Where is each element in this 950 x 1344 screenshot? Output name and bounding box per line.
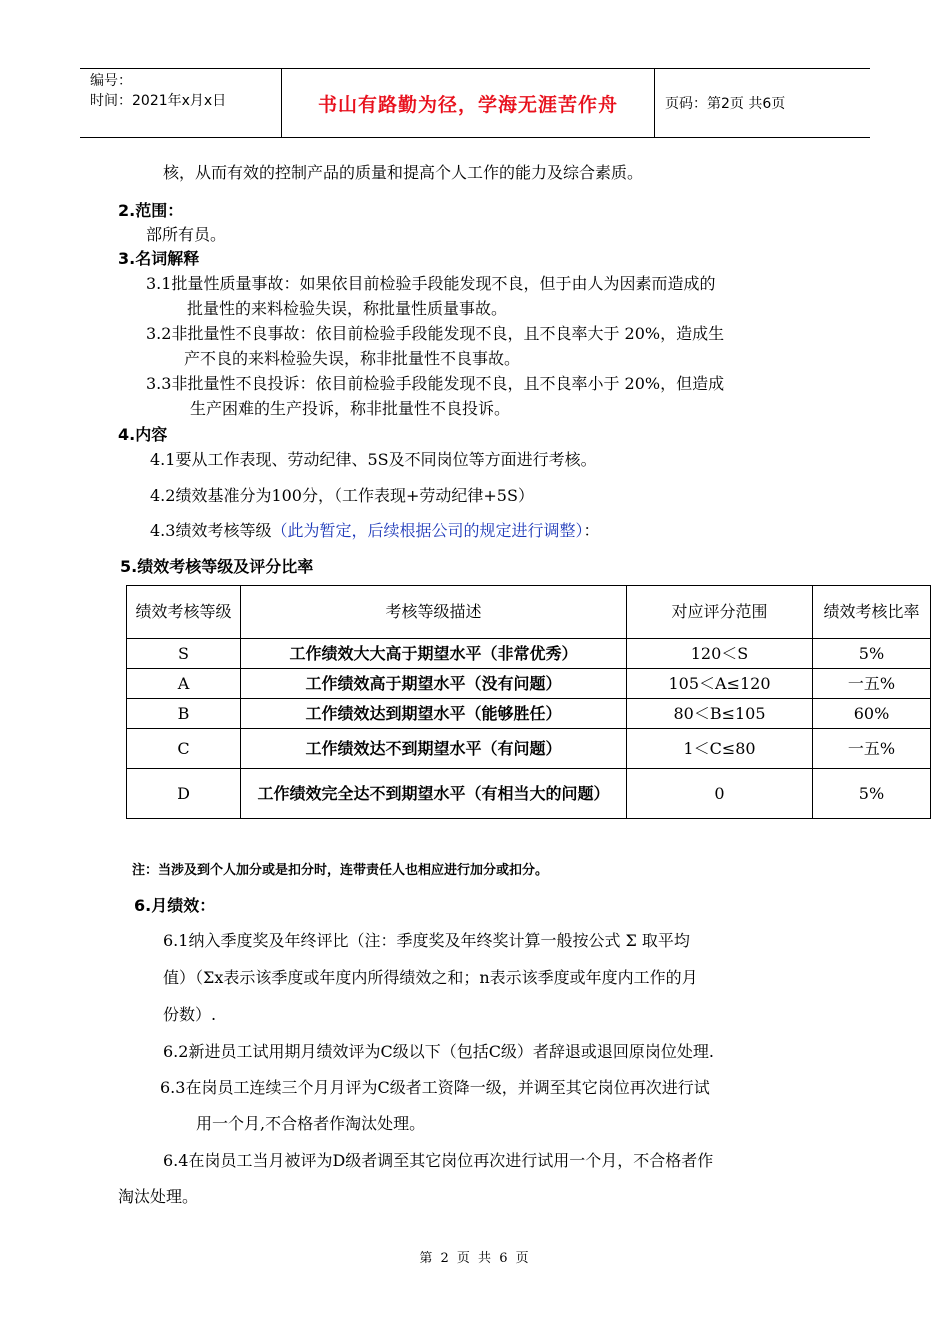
table-row	[127, 639, 931, 669]
header-page-number: 页码：第2页 共6页	[665, 96, 786, 112]
section-6-title: 6.月绩效：	[134, 896, 216, 915]
definition-3-1-line1: 3.1批量性质量事故：如果依目前检验手段能发现不良，但于由人为因素而造成的	[146, 274, 716, 293]
table-header-cell: 绩效考核比率	[813, 586, 931, 639]
monthly-6-1-line2: 值）（Σx表示该季度或年度内所得绩效之和；n表示该季度或年度内工作的月	[163, 968, 698, 987]
grade-cell: S	[127, 639, 241, 669]
range-cell: 80＜B≤105	[627, 699, 813, 729]
table-note: 注：当涉及到个人加分或是扣分时，连带责任人也相应进行加分或扣分。	[132, 863, 549, 878]
table-header-cell: 绩效考核等级	[127, 586, 241, 639]
content-4-3-note: （此为暂定，后续根据公司的规定进行调整）	[271, 521, 584, 540]
monthly-6-3-line1: 6.3在岗员工连续三个月月评为C级者工资降一级，并调至其它岗位再次进行试	[160, 1078, 710, 1097]
monthly-6-2: 6.2新进员工试用期月绩效评为C级以下（包括C级）者辞退或退回原岗位处理.	[163, 1042, 715, 1061]
monthly-6-4-line1: 6.4在岗员工当月被评为D级者调至其它岗位再次进行试用一个月，不合格者作	[163, 1151, 714, 1170]
definition-3-2-line2: 产不良的来料检验失误，称非批量性不良事故。	[184, 349, 521, 368]
range-cell: 105＜A≤120	[627, 669, 813, 699]
content-4-3-suffix: ：	[583, 521, 600, 540]
description-cell: 工作绩效达到期望水平（能够胜任）	[241, 699, 627, 729]
intro-line: 核，从而有效的控制产品的质量和提高个人工作的能力及综合素质。	[163, 163, 644, 182]
page-footer: 第 2 页 共 6 页	[419, 1251, 531, 1266]
section-4-title: 4.内容	[118, 425, 168, 444]
section-2-title: 2.范围：	[118, 201, 184, 220]
table-row	[127, 769, 931, 819]
number-label: 编号：	[90, 73, 132, 89]
monthly-6-1-line1: 6.1纳入季度奖及年终评比（注：季度奖及年终奖计算一般按公式 Σ 取平均	[163, 931, 690, 950]
ratio-cell: 5%	[813, 639, 931, 669]
description-cell: 工作绩效完全达不到期望水平（有相当大的问题）	[241, 769, 627, 819]
section-3-title: 3.名词解释	[118, 249, 200, 268]
grade-table	[126, 585, 931, 819]
grade-cell: B	[127, 699, 241, 729]
definition-3-1-line2: 批量性的来料检验失误，称批量性质量事故。	[187, 299, 508, 318]
header-meta	[80, 69, 282, 137]
grade-cell: C	[127, 729, 241, 769]
description-cell: 工作绩效大大高于期望水平（非常优秀）	[241, 639, 627, 669]
monthly-6-1-line3: 份数）.	[163, 1005, 217, 1024]
description-cell: 工作绩效高于期望水平（没有问题）	[241, 669, 627, 699]
monthly-6-3-line2: 用一个月,不合格者作淘汰处理。	[196, 1114, 426, 1133]
table-header-row	[127, 586, 931, 639]
ratio-cell: 一五%	[813, 669, 931, 699]
ratio-cell: 60%	[813, 699, 931, 729]
ratio-cell: 一五%	[813, 729, 931, 769]
content-4-3	[150, 518, 599, 541]
content-4-2: 4.2绩效基准分为100分，（工作表现+劳动纪律+5S）	[150, 486, 534, 505]
range-cell: 1＜C≤80	[627, 729, 813, 769]
description-cell: 工作绩效达不到期望水平（有问题）	[241, 729, 627, 769]
table-row	[127, 699, 931, 729]
table-row	[127, 669, 931, 699]
monthly-6-4-line2: 淘汰处理。	[118, 1187, 199, 1206]
table-row	[127, 729, 931, 769]
time-label: 时间：2021年x月x日	[90, 93, 227, 109]
section-5-title: 5.绩效考核等级及评分比率	[120, 557, 314, 576]
range-cell: 0	[627, 769, 813, 819]
definition-3-3-line2: 生产困难的生产投诉，称非批量性不良投诉。	[190, 399, 511, 418]
page-header	[80, 68, 870, 138]
ratio-cell: 5%	[813, 769, 931, 819]
grade-cell: A	[127, 669, 241, 699]
section-2-text: 部所有员。	[146, 225, 227, 244]
header-motto: 书山有路勤为径，学海无涯苦作舟	[282, 69, 655, 137]
content-4-1: 4.1要从工作表现、劳动纪律、5S及不同岗位等方面进行考核。	[150, 450, 597, 469]
definition-3-3-line1: 3.3非批量性不良投诉：依目前检验手段能发现不良，且不良率小于 20%，但造成	[146, 374, 725, 393]
range-cell: 120＜S	[627, 639, 813, 669]
table-header-cell: 对应评分范围	[627, 586, 813, 639]
content-4-3-prefix: 4.3绩效考核等级	[150, 521, 272, 540]
table-header-cell: 考核等级描述	[241, 586, 627, 639]
grade-cell: D	[127, 769, 241, 819]
definition-3-2-line1: 3.2非批量性不良事故：依目前检验手段能发现不良，且不良率大于 20%，造成生	[146, 324, 725, 343]
